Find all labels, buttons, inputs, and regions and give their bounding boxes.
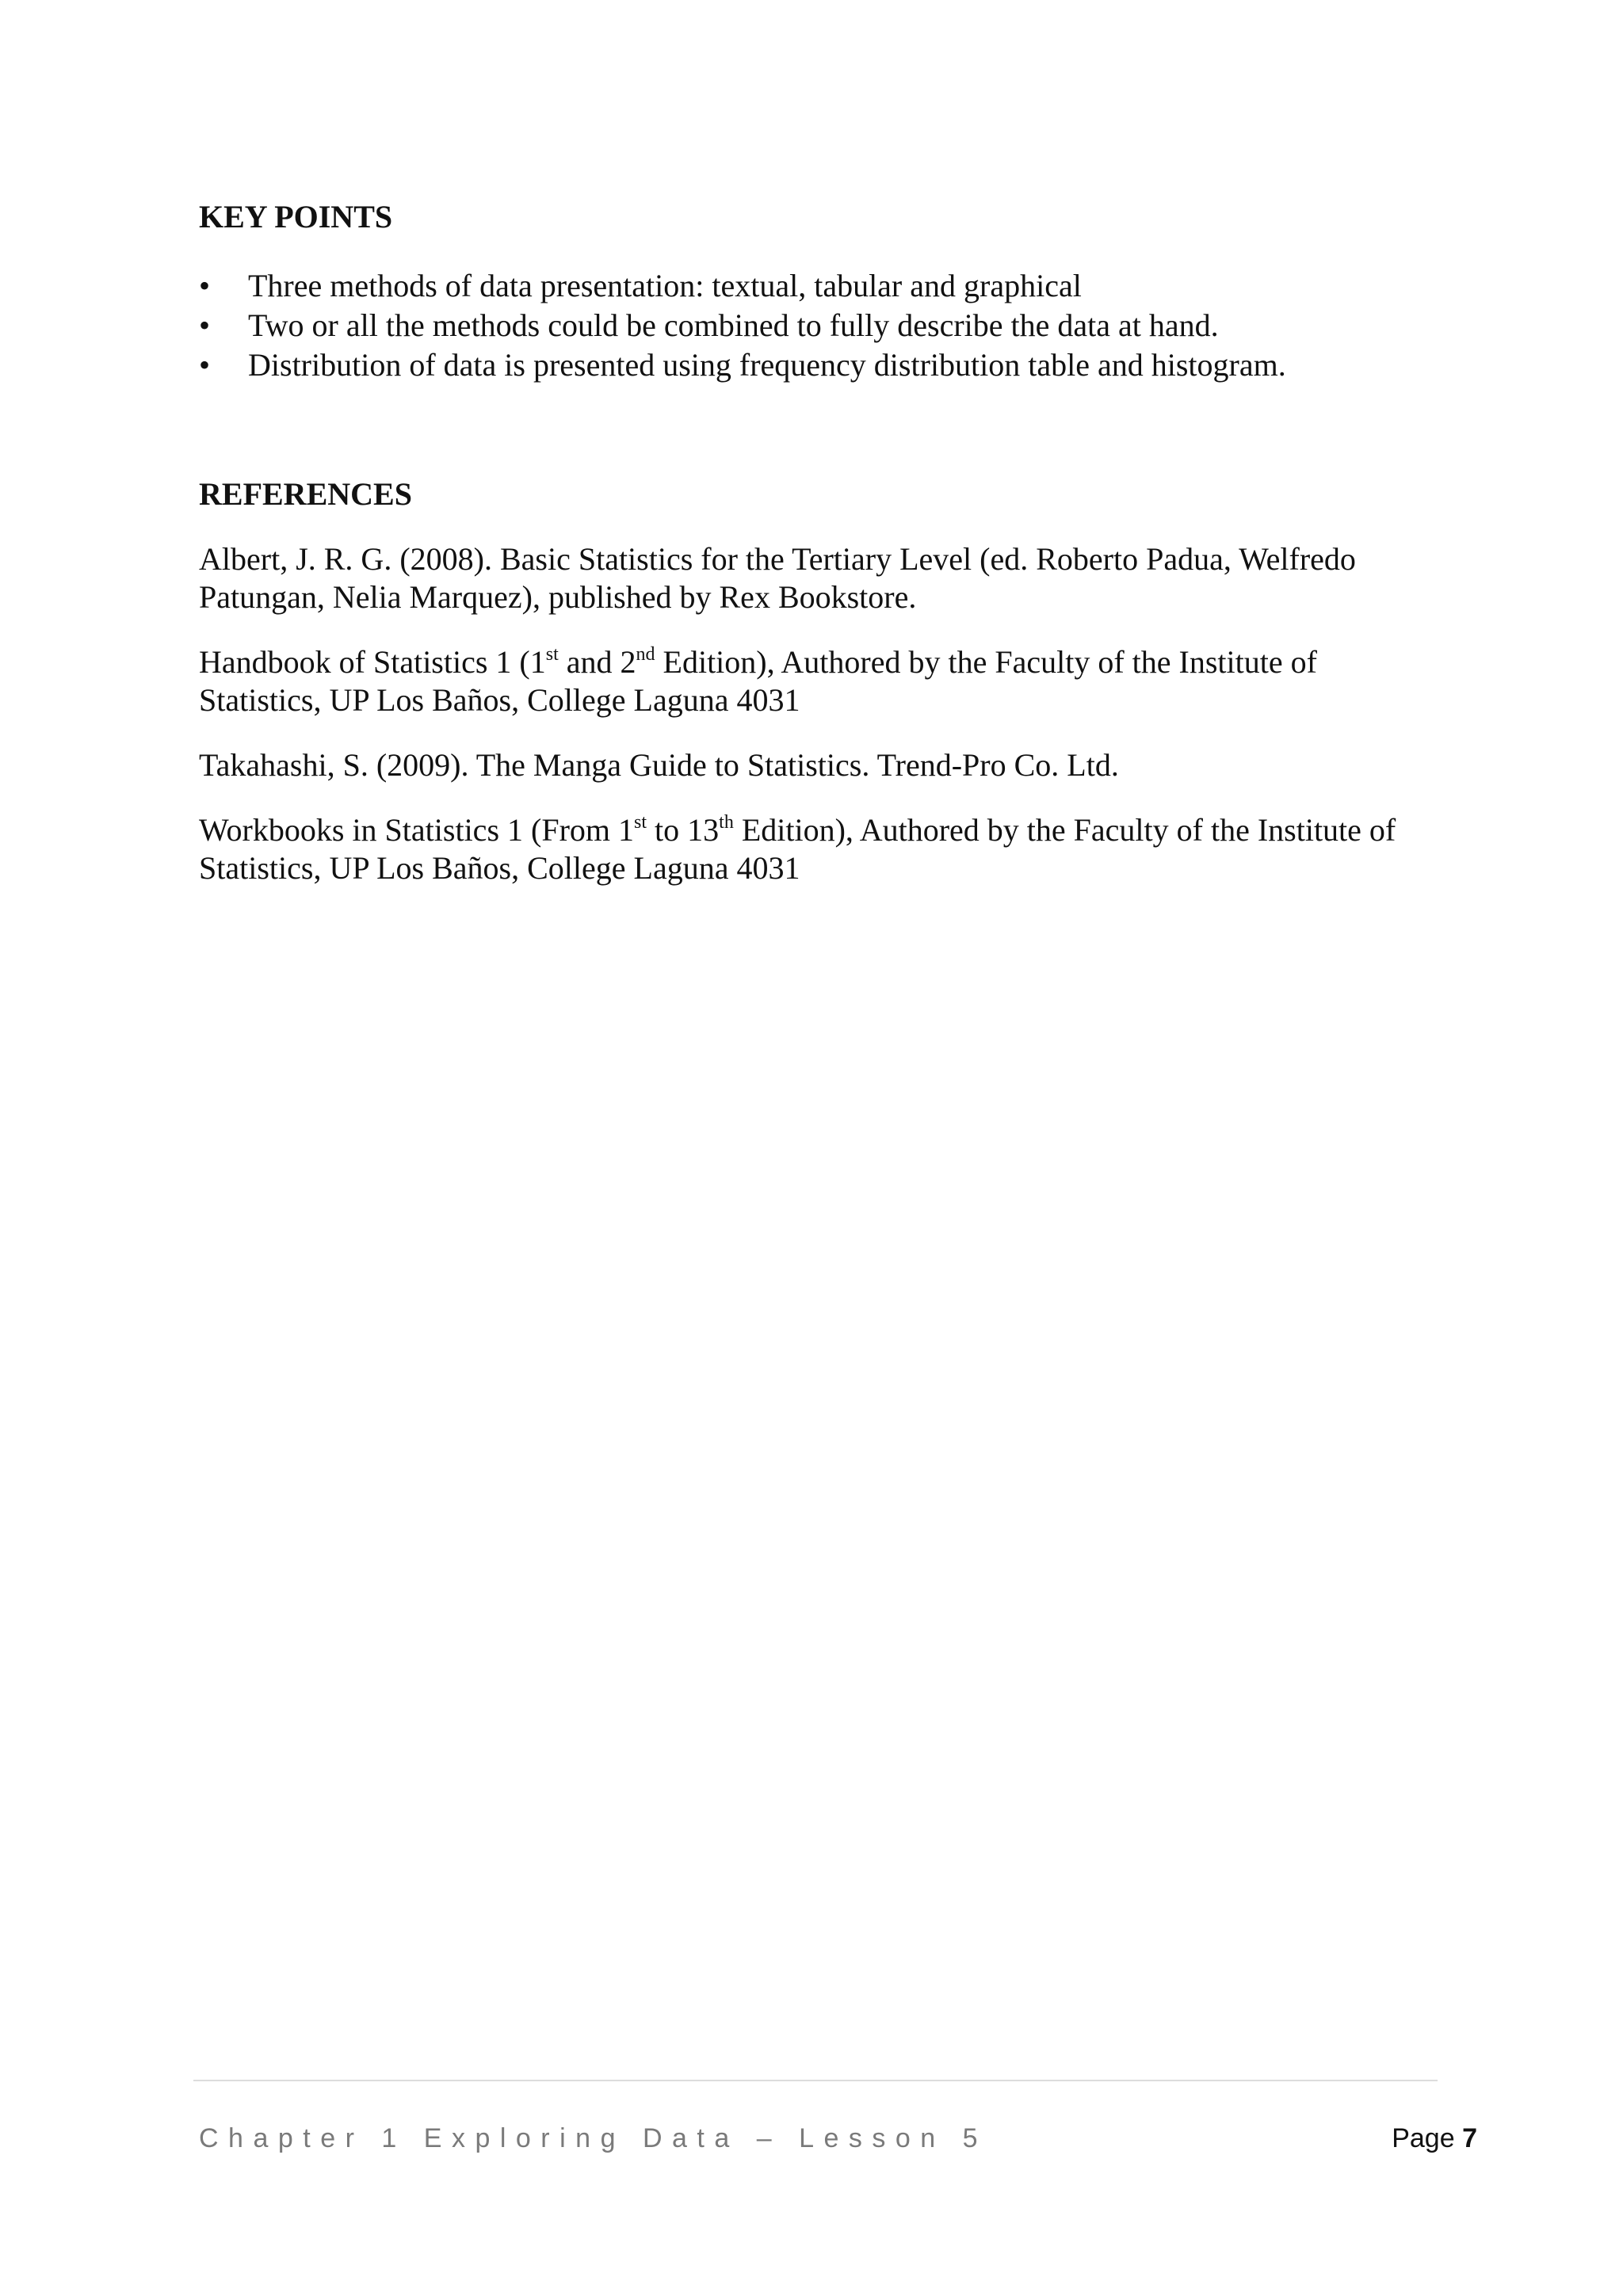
key-points-list: [199, 266, 1467, 385]
page-label: Page: [1392, 2123, 1455, 2153]
reference-text: Handbook of Statistics 1 (1: [199, 644, 546, 680]
reference-text: to 13: [647, 812, 720, 848]
key-point-item: [199, 345, 1467, 385]
reference-text: Edition), Authored by the Faculty of the Institute of Statistics, UP Los Baños, College Laguna 4031: [199, 812, 1396, 886]
superscript: nd: [636, 644, 655, 665]
page-number: 7: [1462, 2123, 1477, 2153]
reference-entry: Albert, J. R. G. (2008). Basic Statistics for the Tertiary Level (ed. Roberto Padua, Welfredo Patungan, Nelia Marquez), published by Rex Bookstore.: [199, 541, 1356, 615]
reference-entry: [199, 643, 1443, 719]
references-list: [199, 540, 1443, 914]
key-point-item: [199, 306, 1467, 345]
reference-text: Workbooks in Statistics 1 (From 1: [199, 812, 635, 848]
key-point-text: Distribution of data is presented using frequency distribution table and histogram.: [248, 347, 1286, 383]
bullet-icon: •: [199, 307, 211, 343]
bullet-icon: •: [199, 347, 211, 383]
footer-chapter-title: Chapter 1 Exploring Data – Lesson 5: [199, 2123, 988, 2153]
key-points-heading: KEY POINTS: [199, 199, 393, 235]
bullet-icon: •: [199, 268, 211, 303]
reference-entry: [199, 811, 1443, 887]
key-point-item: [199, 266, 1467, 306]
key-point-text: Three methods of data presentation: textual, tabular and graphical: [248, 268, 1082, 303]
footer-page-number: [1392, 2123, 1477, 2154]
superscript: st: [634, 812, 647, 833]
references-heading: REFERENCES: [199, 476, 412, 512]
superscript: st: [545, 644, 559, 665]
footer-divider: [193, 2080, 1438, 2081]
reference-text: Edition), Authored by the Faculty of the Institute of Statistics, UP Los Baños, College Laguna 4031: [199, 644, 1317, 718]
reference-entry: Takahashi, S. (2009). The Manga Guide to Statistics. Trend-Pro Co. Ltd.: [199, 747, 1119, 783]
superscript: th: [719, 812, 734, 833]
key-point-text: Two or all the methods could be combined to fully describe the data at hand.: [248, 307, 1219, 343]
reference-text: and 2: [558, 644, 636, 680]
